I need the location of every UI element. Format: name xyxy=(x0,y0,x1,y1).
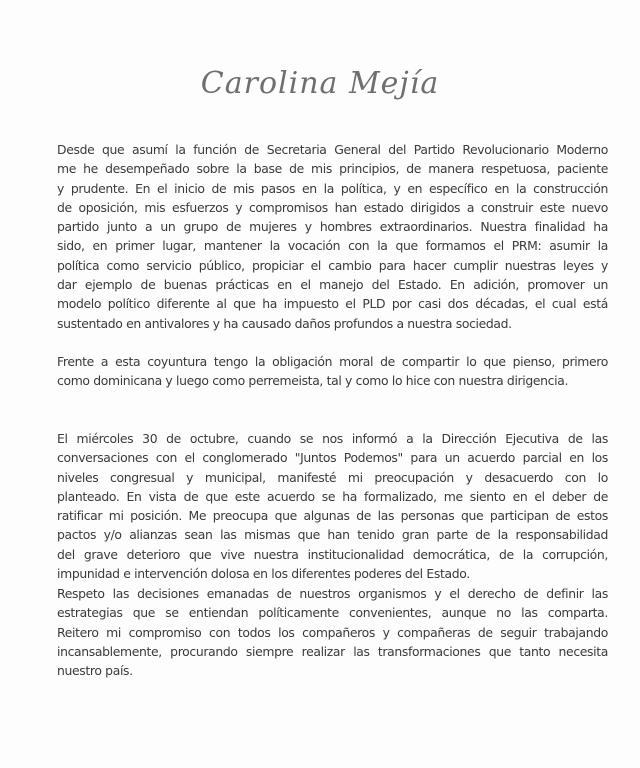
text-line: estrategias que se entiendan políticamente convenientes, aunque no las comparta. xyxy=(57,605,608,621)
paragraph-1 xyxy=(57,140,608,333)
text-line: El miércoles 30 de octubre, cuando se nos informó a la Dirección Ejecutiva de las xyxy=(57,431,608,446)
text-line: me he desempeñado sobre la base de mis principios, de manera respetuosa, paciente xyxy=(57,161,608,177)
paragraph-4 xyxy=(57,584,608,680)
text-line: y prudente. En el inicio de mis pasos en la política, y en específico en la construcción xyxy=(57,180,608,196)
text-line: planteado. En vista de que este acuerdo se ha formalizado, me siento en el deber de xyxy=(57,488,608,504)
text-line: partido junto a un grupo de mujeres y hombres extraordinarios. Nuestra finalidad ha xyxy=(57,219,608,235)
text-line: incansablemente, procurando siempre realizar las transformaciones que tanto necesita xyxy=(57,643,608,659)
text-line: impunidad e intervención dolosa en los diferentes poderes del Estado. xyxy=(57,566,470,582)
text-line: conversaciones con el conglomerado "Juntos Podemos" para un acuerdo parcial en los xyxy=(57,450,608,466)
text-line: Frente a esta coyuntura tengo la obligación moral de compartir lo que pienso, primero xyxy=(57,354,608,369)
text-line: sustentado en antivalores y ha causado daños profundos a nuestra sociedad. xyxy=(57,315,512,331)
paragraph-2 xyxy=(57,352,608,391)
text-line: nuestro país. xyxy=(57,663,133,679)
text-line: niveles congresual y municipal, manifesté mi preocupación y desacuerdo con lo xyxy=(57,469,608,485)
text-line: dar ejemplo de buenas prácticas en el manejo del Estado. En adición, promover un xyxy=(57,277,608,293)
document-title: Carolina Mejía xyxy=(200,66,440,101)
text-line: Reitero mi compromiso con todos los compañeros y compañeras de seguir trabajando xyxy=(57,624,608,640)
text-line: modelo político diferente al que ha impuesto el PLD por casi dos décadas, el cual está xyxy=(57,296,608,312)
text-line: Respeto las decisiones emanadas de nuestros organismos y el derecho de definir las xyxy=(57,586,608,601)
text-line: política como servicio público, propiciar el cambio para hacer cumplir nuestras leyes y xyxy=(57,257,608,273)
text-line: del grave deterioro que vive nuestra institucionalidad democrática, de la corrupción, xyxy=(57,546,608,562)
paragraph-3 xyxy=(57,429,608,583)
text-line: pactos y/o alianzas sean las mismas que han tenido gran parte de la responsabilidad xyxy=(57,527,608,543)
text-line: Desde que asumí la función de Secretaria General del Partido Revolucionario Moderno xyxy=(57,142,608,157)
text-line: como dominicana y luego como perremeista, tal y como lo hice con nuestra dirigencia. xyxy=(57,373,569,389)
text-line: ratificar mi posición. Me preocupa que algunas de las personas que participan de estos xyxy=(57,508,608,524)
text-line: sido, en primer lugar, mantener la vocación con la que formamos el PRM: asumir la xyxy=(57,238,608,254)
text-line: de oposición, mis esfuerzos y compromisos han estado dirigidos a construir este nuevo xyxy=(57,199,608,215)
